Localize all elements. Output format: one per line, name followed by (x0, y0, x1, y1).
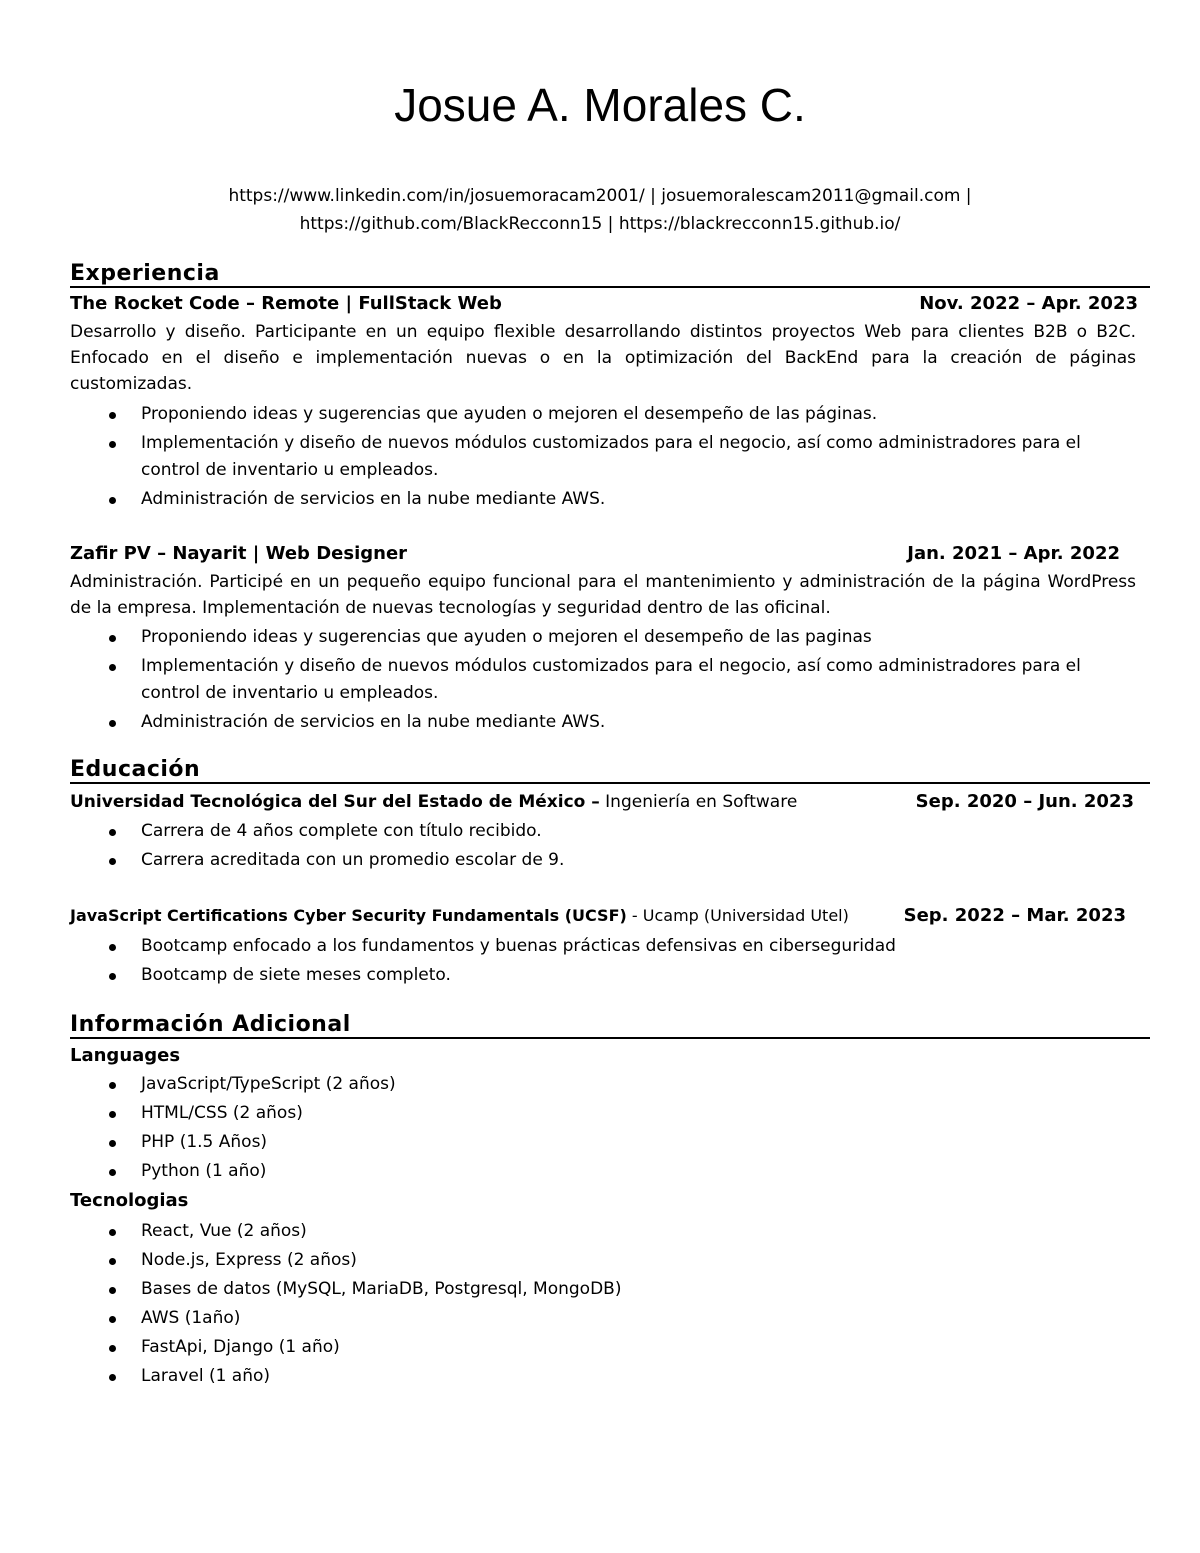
education-date: Sep. 2020 – Jun. 2023 (915, 791, 1134, 812)
list-item: AWS (1año) (70, 1305, 1120, 1332)
list-item: Proponiendo ideas y sugerencias que ayuden o mejoren el desempeño de las páginas. (70, 401, 1120, 428)
list-item: Node.js, Express (2 años) (70, 1247, 1120, 1274)
email-link[interactable]: josuemoralescam2011@gmail.com (661, 186, 961, 206)
job-heading (70, 542, 1120, 566)
list-item: HTML/CSS (2 años) (70, 1100, 1120, 1127)
section-title-education: Educación (70, 758, 1150, 784)
list-item: PHP (1.5 Años) (70, 1129, 1120, 1156)
list-item: React, Vue (2 años) (70, 1218, 1120, 1245)
linkedin-link[interactable]: https://www.linkedin.com/in/josuemoracam2001/ (228, 186, 645, 206)
education-bullets (70, 933, 1120, 991)
separator: | (960, 186, 972, 206)
job-date: Jan. 2021 – Apr. 2022 (907, 543, 1120, 564)
contact-line-1 (0, 185, 1200, 207)
portfolio-link[interactable]: https://blackrecconn15.github.io/ (618, 214, 901, 234)
job-bullets (70, 401, 1120, 515)
education-institution-line (70, 790, 797, 814)
education-bullets (70, 818, 1120, 876)
list-item: FastApi, Django (1 año) (70, 1334, 1120, 1361)
list-item: Python (1 año) (70, 1158, 1120, 1185)
separator: | (602, 214, 619, 234)
institution-name: JavaScript Certifications Cyber Security Fundamentals (UCSF) (70, 906, 627, 925)
tech-title: Tecnologias (70, 1190, 189, 1211)
education-heading (70, 790, 1134, 814)
languages-list (70, 1071, 1120, 1187)
list-item: Bases de datos (MySQL, MariaDB, Postgresql, MongoDB) (70, 1276, 1120, 1303)
tech-list (70, 1218, 1120, 1392)
job-title: The Rocket Code – Remote | FullStack Web (70, 293, 502, 314)
job-heading (70, 292, 1138, 316)
candidate-name: Josue A. Morales C. (394, 79, 806, 131)
section-title-additional: Información Adicional (70, 1013, 1150, 1039)
job-description: Desarrollo y diseño. Participante en un equipo flexible desarrollando distintos proyectos Web para clientes B2B o B2C. Enfocado en el diseño e implementación nuevas o en la optimización del BackEnd para la creación de páginas customizadas. (70, 322, 1136, 394)
institution-name: Universidad Tecnológica del Sur del Estado de México – (70, 792, 600, 812)
job-date: Nov. 2022 – Apr. 2023 (919, 293, 1138, 314)
list-item: Carrera acreditada con un promedio escolar de 9. (70, 847, 1120, 874)
education-date: Sep. 2022 – Mar. 2023 (903, 905, 1126, 926)
contact-line-2 (0, 213, 1200, 235)
list-item: Bootcamp de siete meses completo. (70, 962, 1120, 989)
job-title: Zafir PV – Nayarit | Web Designer (70, 543, 408, 564)
education-heading (70, 904, 1126, 928)
list-item: Bootcamp enfocado a los fundamentos y buenas prácticas defensivas en ciberseguridad (70, 933, 1120, 960)
list-item: JavaScript/TypeScript (2 años) (70, 1071, 1120, 1098)
github-link[interactable]: https://github.com/BlackRecconn15 (299, 214, 603, 234)
program-name: Ingeniería en Software (599, 792, 798, 812)
section-title-experience: Experiencia (70, 262, 1150, 288)
list-item: Implementación y diseño de nuevos módulos customizados para el negocio, así como administradores para el control de inventario u empleados. (70, 653, 1120, 707)
list-item: Carrera de 4 años complete con título recibido. (70, 818, 1120, 845)
list-item: Laravel (1 año) (70, 1363, 1120, 1390)
education-institution-line (70, 904, 849, 928)
languages-title: Languages (70, 1045, 181, 1066)
list-item: Administración de servicios en la nube mediante AWS. (70, 486, 1120, 513)
list-item: Proponiendo ideas y sugerencias que ayuden o mejoren el desempeño de las paginas (70, 624, 1120, 651)
job-description: Administración. Participé en un pequeño equipo funcional para el mantenimiento y administración de la página WordPress de la empresa. Implementación de nuevas tecnologías y seguridad dentro de las oficinal. (70, 572, 1136, 618)
job-bullets (70, 624, 1120, 738)
program-name: - Ucamp (Universidad Utel) (626, 906, 849, 925)
separator: | (644, 186, 662, 206)
list-item: Administración de servicios en la nube mediante AWS. (70, 709, 1120, 736)
list-item: Implementación y diseño de nuevos módulos customizados para el negocio, así como administradores para el control de inventario u empleados. (70, 430, 1120, 484)
